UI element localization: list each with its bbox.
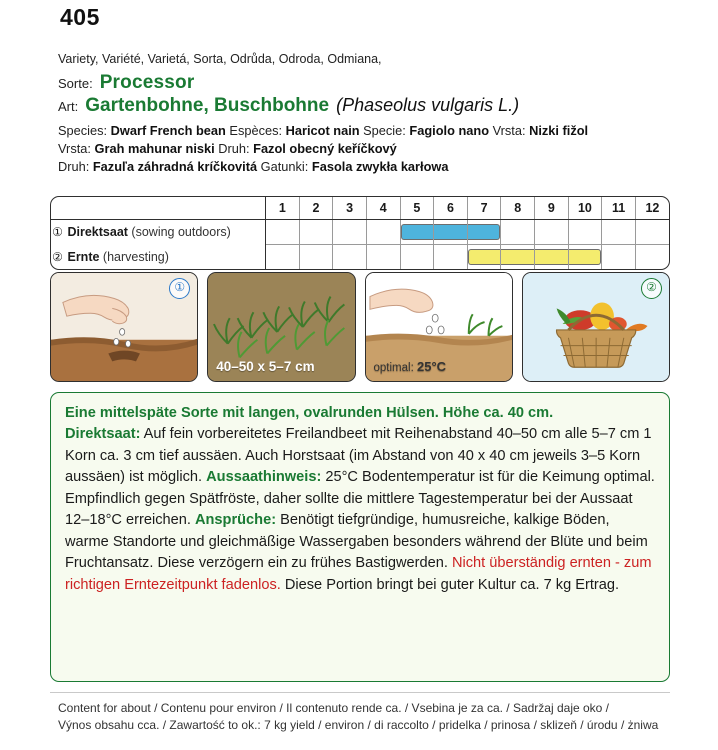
step-marker-1: ① (52, 225, 63, 240)
sowing-sublabel: (sowing outdoors) (131, 225, 231, 240)
art-label: Art: (58, 99, 79, 114)
ansprueche-body: Benötigt tiefgründige, humusreiche, kalkige Böden, warme Standorte und gleichmäßige Wassergaben besonders während der Blüte und beim Fruchtansatz. Diese verzögern ein zu frühes Bastigwerden. (65, 512, 648, 572)
species-lang-label: Vrsta: (492, 123, 526, 138)
species-lang-label: Gatunki: (260, 159, 309, 175)
harvest-sublabel: (harvesting) (102, 249, 169, 264)
sowing-calendar (50, 196, 670, 270)
species-lang-label: Espèces: (229, 123, 283, 138)
calendar-cell (535, 220, 569, 245)
calendar-cell (434, 245, 468, 270)
calendar-cell (635, 220, 669, 245)
calendar-cell (602, 220, 636, 245)
row-spacing-caption: 40–50 x 5–7 cm (216, 359, 315, 374)
calendar-cell (366, 245, 400, 270)
soil-temp-value: 25°C (416, 359, 447, 374)
footer-yield-note (58, 700, 670, 735)
calendar-row-sowing (51, 220, 669, 245)
calendar-cell (501, 220, 535, 245)
month-header: 1 (266, 197, 300, 220)
calendar-cell (333, 245, 367, 270)
harvest-bar-segment (468, 249, 501, 265)
species-german: Gartenbohne, Buschbohne (85, 95, 330, 116)
species-translation-line (58, 122, 670, 140)
month-header: 10 (568, 197, 602, 220)
description-headline: Eine mittelspäte Sorte mit langen, ovalrunden Hülsen. Höhe ca. 40 cm. (65, 405, 554, 421)
harvest-label: Ernte (67, 249, 100, 264)
month-header: 7 (467, 197, 501, 220)
yield-note: Diese Portion bringt bei guter Kultur ca. 7 kg Ertrag. (280, 576, 620, 593)
step-badge-1: ① (169, 278, 190, 299)
calendar-row-label (51, 220, 266, 245)
species-translations (58, 122, 670, 176)
footer-line-2: Výnos obsahu cca. / Zawartość to ok.: 7 kg yield / environ / di raccolto / pridelka / prinosa / sklizeň / úrodu / żniwa (58, 718, 659, 733)
panel-harvest-basket (522, 272, 670, 382)
species-lang-value: Haricot nain (285, 123, 360, 138)
calendar-cell (299, 245, 333, 270)
description-box (50, 392, 670, 682)
species-lang-label: Vrsta: (58, 141, 91, 157)
calendar-corner-cell (51, 197, 266, 220)
species-translation-line (58, 140, 670, 158)
harvest-warning: Nicht überständig ernten - zum richtigen Erntezeitpunkt fadenlos. (65, 555, 652, 593)
calendar-cell (467, 245, 501, 270)
calendar-cell (635, 245, 669, 270)
month-header: 3 (333, 197, 367, 220)
ansprueche-heading: Ansprüche: (194, 512, 277, 529)
panel-soil-temperature (365, 272, 513, 382)
species-lang-label: Druh: (58, 159, 90, 175)
calendar-cell (266, 245, 300, 270)
calendar-cell (266, 220, 300, 245)
harvest-bar-segment (535, 249, 568, 265)
month-header: 4 (366, 197, 400, 220)
aussaathinweis-heading: Aussaathinweis: (206, 469, 322, 486)
month-header: 8 (501, 197, 535, 220)
footer-divider (50, 692, 670, 693)
calendar-cell (434, 220, 468, 245)
calendar-cell (535, 245, 569, 270)
species-lang-value: Dwarf French bean (110, 123, 226, 138)
species-lang-value: Fasola zwykła karłowa (311, 159, 449, 175)
species-lang-value: Fagiolo nano (409, 123, 490, 138)
species-lang-value: Fazol obecný keříčkový (253, 141, 397, 157)
aussaathinweis-body: 25°C Bodentemperatur ist für die Keimung optimal. Empfindlich gegen Spätfröste, daher sollte die mittlere Tagestemperatur bei der Aussaat 12–18°C erreichen. (65, 469, 655, 529)
species-lang-value: Grah mahunar niski (94, 141, 215, 157)
calendar-cell (366, 220, 400, 245)
species-lang-label: Species: (58, 123, 108, 138)
cultivar-row (58, 72, 670, 94)
calendar-header-row (51, 197, 669, 220)
month-header: 6 (434, 197, 468, 220)
calendar-cell (400, 245, 434, 270)
panel-sowing-by-hand (50, 272, 198, 382)
sowing-bar-segment (434, 224, 467, 240)
calendar-cell (568, 245, 602, 270)
species-lang-label: Specie: (363, 123, 406, 138)
illustration-strip (50, 272, 670, 382)
cultivar-name: Processor (99, 72, 195, 93)
sowing-bar-segment (401, 224, 434, 240)
direktsaat-body: Auf fein vorbereitetes Freilandbeet mit Reihenabstand 40–50 cm alle 5–7 cm 1 Korn ca. 3 cm tief aussäen. Auch Horstsaat (im Abstand von 40 x 40 cm jeweils 3–5 Korn aussäen) ist möglich. (65, 426, 652, 486)
species-translation-line (58, 158, 670, 176)
sowing-bar-segment (468, 224, 501, 240)
species-row (58, 95, 670, 117)
variety-language-line: Variety, Variété, Varietá, Sorta, Odrůda, Odroda, Odmiana, (58, 52, 382, 66)
header-block (58, 52, 670, 176)
sowing-label: Direktsaat (67, 225, 128, 240)
calendar-cell (400, 220, 434, 245)
footer-line-1: Content for about / Contenu pour environ / Il contenuto rende ca. / Vsebina je za ca. / Sadržaj daje oko / (58, 701, 610, 715)
calendar-row-harvest (51, 245, 669, 270)
soil-temp-prefix: optimal: (373, 362, 414, 374)
harvest-bar-segment (569, 249, 602, 265)
month-header: 5 (400, 197, 434, 220)
calendar-cell (568, 220, 602, 245)
species-lang-value: Fazuľa záhradná kríčkovitá (92, 159, 258, 175)
month-header: 9 (535, 197, 569, 220)
direktsaat-heading: Direktsaat: (65, 426, 141, 443)
month-header: 12 (635, 197, 669, 220)
calendar-cell (602, 245, 636, 270)
step-badge-2: ② (641, 278, 662, 299)
description-text (65, 403, 655, 596)
calendar-cell (501, 245, 535, 270)
calendar-row-label (51, 245, 266, 270)
sorte-label: Sorte: (58, 76, 93, 91)
month-header: 2 (299, 197, 333, 220)
species-lang-label: Druh: (218, 141, 250, 157)
species-lang-value: Nizki fižol (529, 123, 589, 138)
harvest-bar-segment (501, 249, 534, 265)
soil-temp-caption (374, 359, 447, 374)
calendar-cell (299, 220, 333, 245)
species-latin: (Phaseolus vulgaris L.) (336, 95, 520, 115)
calendar-cell (333, 220, 367, 245)
calendar-cell (467, 220, 501, 245)
panel-row-spacing (207, 272, 355, 382)
step-marker-2: ② (52, 249, 63, 264)
article-number: 405 (60, 4, 100, 30)
month-header: 11 (602, 197, 636, 220)
